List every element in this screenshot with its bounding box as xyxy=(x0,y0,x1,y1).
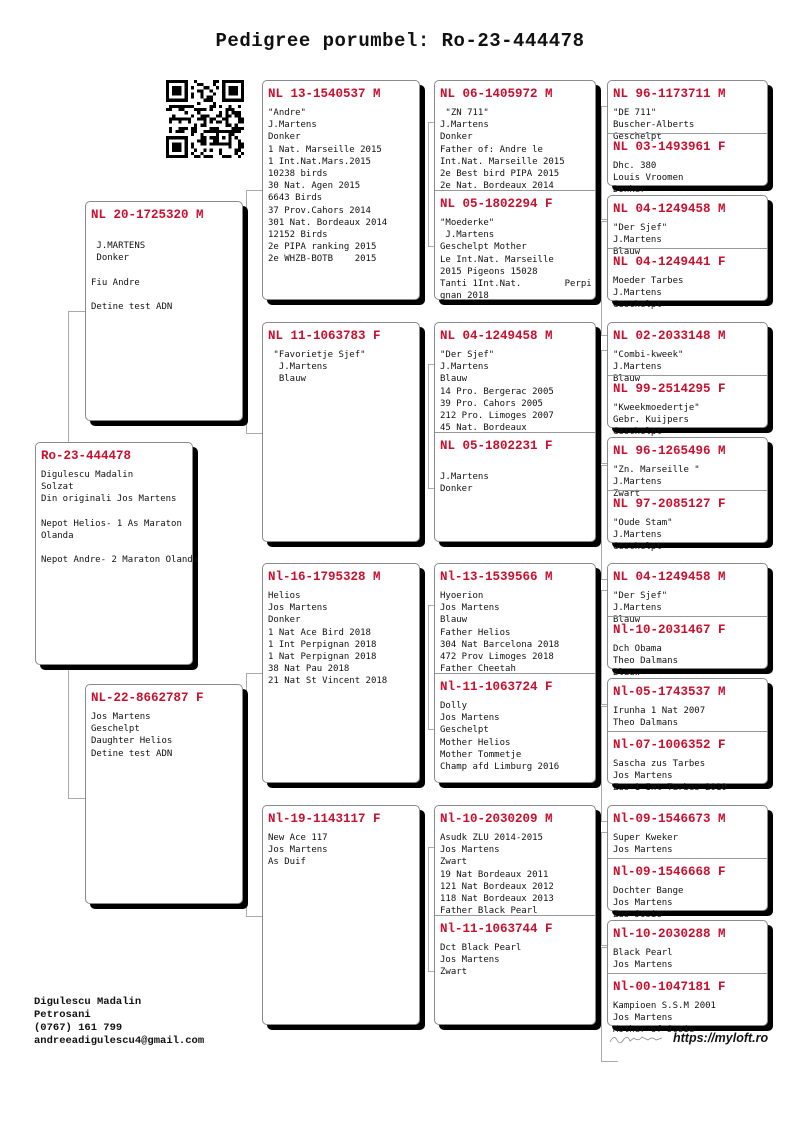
detail-line: 30 Nat. Agen 2015 xyxy=(268,181,361,192)
pigeon-details xyxy=(608,154,767,197)
pedigree-box xyxy=(607,322,768,438)
ring-number: NL 99-2514295 F xyxy=(613,382,726,396)
detail-line: Moeder Tarbes xyxy=(613,276,684,286)
detail-line: J.Martens xyxy=(440,472,489,483)
detail-line: Geschelpt xyxy=(613,427,662,438)
connector-line xyxy=(246,673,263,917)
detail-line: Geschelpt xyxy=(91,724,140,735)
pigeon-card[interactable] xyxy=(608,490,767,553)
pigeon-details xyxy=(263,826,419,869)
ring-number: Nl-00-1047181 F xyxy=(613,980,726,994)
pigeon-card[interactable] xyxy=(435,806,595,915)
pedigree-box xyxy=(607,195,768,311)
detail-line: Asudk ZLU 2014-2015 xyxy=(440,833,543,843)
detail-line: Dch Obama xyxy=(613,644,662,654)
detail-line: "Moederke" xyxy=(440,218,495,228)
pigeon-card[interactable] xyxy=(86,685,242,903)
ring-number: Nl-16-1795328 M xyxy=(268,570,381,584)
pedigree-box xyxy=(35,442,199,665)
pigeon-details xyxy=(608,752,767,795)
detail-line: J.Martens xyxy=(440,120,489,131)
ring-number: NL 96-1173711 M xyxy=(613,87,726,101)
detail-line: Detine test ADN xyxy=(91,302,173,313)
ring-number: Nl-07-1006352 F xyxy=(613,738,726,752)
detail-line: "ZN 711" xyxy=(440,108,489,118)
detail-line: Jos Martens xyxy=(613,960,673,971)
owner-name: Digulescu Madalin xyxy=(34,996,142,1008)
detail-line: Olanda xyxy=(41,531,74,541)
detail-line: Jos Martens xyxy=(440,845,500,856)
pigeon-card[interactable] xyxy=(435,673,595,782)
detail-line: 1 Int.Nat.Mars.2015 xyxy=(268,156,371,167)
detail-line: "Kweekmoedertje" xyxy=(613,403,700,413)
detail-line: "DE 711" xyxy=(613,108,657,118)
detail-line: Blauw xyxy=(440,615,468,626)
owner-city: Petrosani xyxy=(34,1009,91,1021)
pigeon-card[interactable] xyxy=(608,248,767,311)
detail-line: Dct Black Pearl xyxy=(440,943,522,953)
pedigree-box xyxy=(607,678,768,794)
pigeon-details xyxy=(36,463,199,567)
detail-line: 2e PIPA ranking 2015 xyxy=(268,242,377,253)
detail-line: 21 Nat St Vincent 2018 xyxy=(268,676,388,687)
pedigree-box xyxy=(434,563,596,783)
ring-number: NL 11-1063783 F xyxy=(268,329,381,343)
pigeon-card[interactable] xyxy=(608,438,767,500)
pigeon-details xyxy=(435,343,595,434)
pigeon-details xyxy=(608,511,767,554)
ring-number: Ro-23-444478 xyxy=(41,449,132,463)
detail-line xyxy=(41,506,188,518)
detail-line: 2e Nat. Bordeaux 2014 xyxy=(440,181,554,192)
detail-line: Blauw xyxy=(613,615,641,626)
detail-line: 19 Nat Bordeaux 2011 xyxy=(440,869,549,880)
detail-line: Daughter Helios xyxy=(91,736,173,747)
pigeon-card[interactable] xyxy=(435,432,595,541)
ring-number: Nl-19-1143117 F xyxy=(268,812,381,826)
detail-line: 2e WHZB-BOTB 2015 xyxy=(268,254,377,265)
detail-line: Hyoerion xyxy=(440,591,484,601)
pedigree-box xyxy=(607,920,768,1036)
pigeon-card[interactable] xyxy=(36,443,199,664)
detail-line: J.Martens xyxy=(613,530,662,541)
ring-number: NL 96-1265496 M xyxy=(613,444,726,458)
pigeon-card[interactable] xyxy=(608,375,767,438)
detail-line: 2015 Pigeons 15028 xyxy=(440,266,538,277)
pigeon-card[interactable] xyxy=(435,564,595,673)
ring-number: Nl-10-2030209 M xyxy=(440,812,553,826)
detail-line: Mother Tommetje xyxy=(440,749,522,760)
detail-line: 6643 Birds xyxy=(268,193,323,204)
owner-info xyxy=(34,996,204,1048)
ring-number: NL 04-1249458 M xyxy=(613,202,726,216)
detail-line: As Duif xyxy=(268,857,306,868)
detail-line: J.Martens xyxy=(440,362,489,373)
pedigree-box xyxy=(434,322,596,542)
detail-line: Jos Martens xyxy=(613,1013,673,1024)
detail-line xyxy=(91,228,238,240)
pigeon-details xyxy=(608,269,767,312)
detail-line: Father Cheetah xyxy=(440,664,516,675)
detail-line: Jos Martens xyxy=(268,603,328,614)
detail-line: 10238 birds xyxy=(268,169,328,180)
owner-email: andreeadigulescu4@gmail.com xyxy=(34,1035,205,1047)
pigeon-details xyxy=(608,699,767,729)
detail-line: Tanti 1Int.Nat. Perpi xyxy=(440,279,592,290)
pigeon-details xyxy=(86,705,242,760)
pigeon-details xyxy=(608,879,767,922)
pigeon-details xyxy=(608,826,767,856)
pigeon-card[interactable] xyxy=(263,564,419,782)
detail-line: 304 Nat Barcelona 2018 xyxy=(440,639,560,650)
ring-number: NL 04-1249441 F xyxy=(613,255,726,269)
ring-number: NL 05-1802294 F xyxy=(440,197,553,211)
pedigree-box xyxy=(607,437,768,553)
detail-line: Geschelpt xyxy=(440,725,489,736)
ring-number: Nl-13-1539566 M xyxy=(440,570,553,584)
ring-number: NL 20-1725320 M xyxy=(91,208,204,222)
ring-number: NL 03-1493961 F xyxy=(613,140,726,154)
pedigree-box xyxy=(434,80,596,300)
detail-line: Mother of Josie xyxy=(613,1025,695,1036)
detail-line: Int.Nat. Marseille 2015 xyxy=(440,156,565,167)
pigeon-card[interactable] xyxy=(608,323,767,385)
detail-line: "Oude Stam" xyxy=(613,518,673,528)
detail-line: J.Martens xyxy=(613,603,662,614)
detail-line: "Favorietje Sjef" xyxy=(268,350,366,360)
detail-line: J.Martens xyxy=(613,288,662,299)
pigeon-card[interactable] xyxy=(608,616,767,679)
pigeon-details xyxy=(608,637,767,680)
detail-line: Din originali Jos Martens xyxy=(41,494,177,505)
detail-line: "Der Sjef" xyxy=(613,591,668,601)
ring-number: Nl-09-1546668 F xyxy=(613,865,726,879)
detail-line: Super Kweker xyxy=(613,833,679,843)
pedigree-box xyxy=(262,805,420,1025)
pigeon-card[interactable] xyxy=(608,806,767,858)
detail-line: "Der Sjef" xyxy=(613,223,668,233)
pigeon-details xyxy=(263,584,419,688)
detail-line: 39 Pro. Cahors 2005 xyxy=(440,398,543,409)
ring-number: Nl-11-1063744 F xyxy=(440,922,553,936)
ring-number: NL 06-1405972 M xyxy=(440,87,553,101)
detail-line: 472 Prov Limoges 2018 xyxy=(440,652,554,663)
detail-line: J.Martens xyxy=(268,120,317,131)
pigeon-details xyxy=(435,453,595,496)
detail-line: Jos Martens xyxy=(268,845,328,856)
connector-line xyxy=(246,190,263,434)
detail-line: Le Int.Nat. Marseille xyxy=(440,254,554,265)
detail-line: Dhc. 380 xyxy=(613,161,657,171)
detail-line: 1 Nat. Marseille 2015 xyxy=(268,144,382,155)
pigeon-details xyxy=(435,584,595,675)
detail-line xyxy=(440,459,591,471)
detail-line: Dolly xyxy=(440,701,468,711)
detail-line: Donker xyxy=(268,132,301,143)
ring-number: NL 13-1540537 M xyxy=(268,87,381,101)
detail-line: Helios xyxy=(268,591,301,601)
pigeon-details xyxy=(608,396,767,439)
detail-line: Geschelpt xyxy=(613,300,662,311)
detail-line: J.Martens xyxy=(613,235,662,246)
detail-line: "Combi-kweek" xyxy=(613,350,684,360)
pigeon-card[interactable] xyxy=(608,196,767,258)
detail-line: Geschelpt Mother xyxy=(440,242,527,253)
pigeon-details xyxy=(263,343,419,386)
pigeon-details xyxy=(435,936,595,979)
detail-line: Father Helios xyxy=(440,627,511,638)
detail-line: Geschelpt xyxy=(613,132,662,143)
page-title: Pedigree porumbel: Ro-23-444478 xyxy=(215,30,585,52)
pigeon-details xyxy=(435,101,595,192)
pedigree-box xyxy=(434,805,596,1025)
qr-code-icon xyxy=(166,80,244,158)
detail-line: Donker xyxy=(268,615,301,626)
detail-line: "Der Sjef" xyxy=(440,350,495,360)
pigeon-details xyxy=(435,826,595,917)
ring-number: Nl-09-1546673 M xyxy=(613,812,726,826)
ring-number: NL 97-2085127 F xyxy=(613,497,726,511)
detail-line: Digulescu Madalin xyxy=(41,470,134,480)
detail-line: J.Martens xyxy=(440,230,495,241)
detail-line: Blauw xyxy=(613,668,641,679)
detail-line: Father of: Andre le xyxy=(440,144,543,155)
detail-line: gnan 2018 xyxy=(440,291,489,302)
pedigree-box xyxy=(262,563,420,783)
detail-line: Donker xyxy=(91,253,129,264)
detail-line: Kampioen S.S.M 2001 xyxy=(613,1001,716,1011)
ring-number: Nl-05-1743537 M xyxy=(613,685,726,699)
detail-line: Irunha 1 Nat 2007 xyxy=(613,706,706,716)
detail-line: 118 Nat Bordeaux 2013 xyxy=(440,894,554,905)
detail-line: Jos Martens xyxy=(613,771,673,782)
pigeon-card[interactable] xyxy=(608,679,767,731)
pedigree-box xyxy=(85,684,243,904)
ring-number: NL 04-1249458 M xyxy=(440,329,553,343)
pigeon-card[interactable] xyxy=(435,190,595,302)
detail-line: 1 Nat Ace Bird 2018 xyxy=(268,627,371,638)
pigeon-card[interactable] xyxy=(608,564,767,626)
pigeon-details xyxy=(86,222,242,313)
signature-icon xyxy=(608,1032,664,1046)
detail-line: 121 Nat Bordeaux 2012 xyxy=(440,881,554,892)
detail-line: Zwart xyxy=(613,489,641,500)
detail-line: Zus 1 Int Tarbes 2010 xyxy=(613,783,727,794)
ring-number: NL-22-8662787 F xyxy=(91,691,204,705)
pigeon-details xyxy=(435,694,595,773)
detail-line: 37 Prov.Cahors 2014 xyxy=(268,205,371,216)
detail-line: Solzat xyxy=(41,482,74,493)
pigeon-details xyxy=(263,101,419,266)
detail-line: 1 Int Perpignan 2018 xyxy=(268,639,377,650)
detail-line: Dochter Bange xyxy=(613,886,684,896)
detail-line: Geschelpt xyxy=(613,542,662,553)
pigeon-details xyxy=(608,941,767,971)
ring-number: Nl-11-1063724 F xyxy=(440,680,553,694)
detail-line: J.MARTENS xyxy=(91,241,146,252)
detail-line: Blauw xyxy=(440,374,468,385)
detail-line: Zwart xyxy=(440,857,468,868)
ring-number: Nl-10-2030288 M xyxy=(613,927,726,941)
detail-line: Zus Josie xyxy=(613,910,662,921)
pigeon-card[interactable] xyxy=(608,858,767,921)
website-link[interactable]: https://myloft.ro xyxy=(673,1031,769,1045)
detail-line: "Zn. Marseille " xyxy=(613,465,700,475)
detail-line: Zwart xyxy=(440,967,468,978)
owner-phone: (0767) 161 799 xyxy=(34,1022,123,1034)
detail-line: J.Martens xyxy=(268,362,328,373)
detail-line: Jos Martens xyxy=(91,712,151,722)
detail-line: 1 Nat Perpignan 2018 xyxy=(268,652,377,663)
detail-line: Blauw xyxy=(613,247,641,258)
pedigree-box xyxy=(607,805,768,921)
pigeon-details xyxy=(435,211,595,302)
detail-line: Blauw xyxy=(268,374,306,385)
pedigree-box xyxy=(607,80,768,196)
detail-line: J.Martens xyxy=(613,477,662,488)
pigeon-card[interactable] xyxy=(435,915,595,1024)
detail-line xyxy=(41,542,188,554)
detail-line: Nepot Andre- 2 Maraton Olanda xyxy=(41,555,199,566)
pigeon-card[interactable] xyxy=(435,323,595,432)
detail-line: Mother Helios xyxy=(440,737,511,748)
detail-line: Theo Dalmans xyxy=(613,718,679,729)
detail-line: New Ace 117 xyxy=(268,833,328,843)
detail-line: Father Black Pearl xyxy=(440,906,538,917)
pedigree-box xyxy=(262,322,420,542)
pedigree-box xyxy=(262,80,420,300)
detail-line: J.Martens xyxy=(613,362,662,373)
detail-line: Sascha zus Tarbes xyxy=(613,759,706,769)
detail-line: Black Pearl xyxy=(613,948,673,958)
pigeon-card[interactable] xyxy=(263,323,419,541)
detail-line: Gebr. Kuijpers xyxy=(613,415,689,426)
detail-line: 38 Nat Pau 2018 xyxy=(268,664,350,675)
detail-line: Nepot Helios- 1 As Maraton xyxy=(41,518,182,529)
detail-line: 212 Pro. Limoges 2007 xyxy=(440,411,554,422)
pigeon-card[interactable] xyxy=(608,133,767,196)
detail-line: Jos Martens xyxy=(613,845,673,856)
detail-line xyxy=(91,265,238,277)
detail-line: Detine test ADN xyxy=(91,748,173,759)
detail-line: 14 Pro. Bergerac 2005 xyxy=(440,386,554,397)
detail-line: Fiu Andre xyxy=(91,277,140,288)
detail-line: Donker xyxy=(440,484,473,495)
pigeon-card[interactable] xyxy=(608,731,767,794)
detail-line: Jos Martens xyxy=(440,713,500,724)
detail-line: 45 Nat. Bordeaux xyxy=(440,423,527,434)
ring-number: NL 04-1249458 M xyxy=(613,570,726,584)
detail-line: Louis Vroomen xyxy=(613,173,684,184)
detail-line: "Andre" xyxy=(268,108,306,118)
detail-line: 12152 Birds xyxy=(268,230,328,241)
detail-line: 301 Nat. Bordeaux 2014 xyxy=(268,217,388,228)
detail-line: Theo Dalmans xyxy=(613,656,679,667)
ring-number: Nl-10-2031467 F xyxy=(613,623,726,637)
pigeon-card[interactable] xyxy=(608,921,767,973)
detail-line: 2e Best bird PIPA 2015 xyxy=(440,169,560,180)
pedigree-box xyxy=(607,563,768,679)
detail-line: Donker xyxy=(440,132,473,143)
detail-line: Champ afd Limburg 2016 xyxy=(440,762,560,773)
pigeon-card[interactable] xyxy=(86,202,242,420)
detail-line: Buscher-Alberts xyxy=(613,120,695,131)
detail-line xyxy=(91,289,238,301)
detail-line: Jos Martens xyxy=(440,955,500,966)
pigeon-card[interactable] xyxy=(435,81,595,190)
pigeon-card[interactable] xyxy=(608,973,767,1036)
pedigree-box xyxy=(85,201,243,421)
pigeon-card[interactable] xyxy=(608,81,767,143)
pigeon-card[interactable] xyxy=(263,806,419,1024)
detail-line: Blauw xyxy=(613,374,641,385)
detail-line: Donker xyxy=(613,185,646,196)
ring-number: NL 02-2033148 M xyxy=(613,329,726,343)
detail-line: Jos Martens xyxy=(440,603,500,614)
detail-line: Jos Martens xyxy=(613,898,673,909)
pigeon-card[interactable] xyxy=(263,81,419,299)
ring-number: NL 05-1802231 F xyxy=(440,439,553,453)
